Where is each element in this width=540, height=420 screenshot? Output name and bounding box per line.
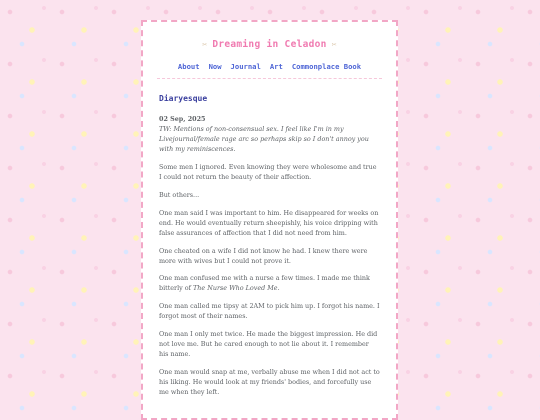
post-title: Diaryesque [159, 94, 208, 103]
ribbon-icon: ✂ [331, 40, 337, 49]
nav-link-about[interactable]: About [177, 62, 200, 71]
post-text: . [277, 284, 280, 293]
post-text: One man confused me with a nurse a few times. I made me think bitterly of [159, 274, 370, 293]
main-nav [143, 62, 396, 71]
site-title[interactable] [202, 39, 337, 50]
post-paragraph: But others... [159, 190, 200, 199]
post-content [143, 79, 396, 398]
post-paragraph: One man would snap at me, verbally abuse me when I did not act to his liking. He would look at my friends' bodies, and forcefully use me when they left. [159, 367, 380, 396]
nav-link-art[interactable]: Art [269, 62, 283, 71]
ribbon-icon: ✂ [202, 40, 208, 49]
post-paragraph: One man said I was important to him. He disappeared for weeks on end. He would eventually return sheepishly, his voice dripping with false assurances of affection that I did not need from him. [159, 208, 379, 237]
post-paragraph [159, 274, 380, 294]
nav-link-now[interactable]: Now [208, 62, 222, 71]
site-title-text[interactable]: Dreaming in Celadon [212, 39, 327, 50]
site-header [143, 22, 396, 79]
post-paragraph: One cheated on a wife I did not know he had. I knew there were more with wives but I could not prove it. [159, 246, 368, 265]
nav-link-journal[interactable]: Journal [230, 62, 261, 71]
page-card [141, 20, 398, 420]
book-title: The Nurse Who Loved Me [193, 284, 278, 293]
post-date: 02 Sep, 2025 [159, 115, 206, 124]
post-paragraph: One man I only met twice. He made the biggest impression. He did not love me. But he cared enough to not lie about it. I remember his name. [159, 330, 378, 358]
post-paragraph: Some men I ignored. Even knowing they were wholesome and true I could not return the beauty of their affection. [159, 163, 377, 181]
content-warning: TW: Mentions of non-consensual sex. I feel like I'm in my Livejournal/female rage arc so perhaps skip so I don't annoy you with my reminiscences. [159, 125, 369, 154]
post-paragraph: One man called me tipsy at 2AM to pick him up. I forgot his name. I forgot most of their names. [159, 302, 380, 321]
nav-link-commonplace-book[interactable]: Commonplace Book [291, 62, 362, 71]
